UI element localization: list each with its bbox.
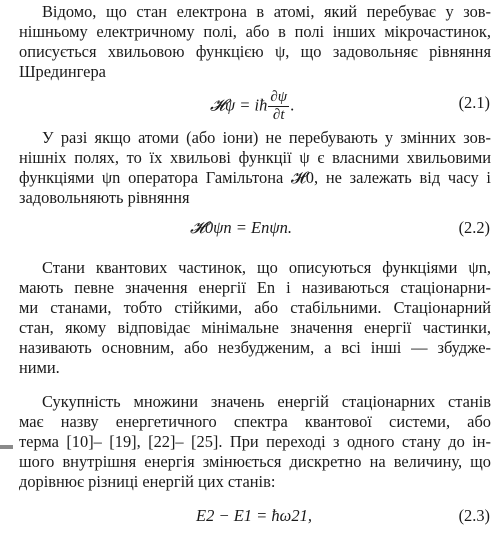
paragraph3-line5: називають основним, або незбудженим, а всі інші — збудже- <box>19 338 491 357</box>
paragraph2-line1: У разі якщо атоми (або іони) не перебувають у змінних зов- <box>42 128 491 147</box>
paragraph1-line3: описується хвильовою функцією ψ, що задовольняє рівняння <box>19 42 491 61</box>
eq1-fraction <box>268 90 289 123</box>
equation-number-2-3: (2.3) <box>458 506 490 525</box>
eq1-denominator: ∂t <box>272 107 285 123</box>
paragraph2-line4: задовольняють рівняння <box>19 188 190 207</box>
paragraph4-line5: дорівнює різниці енергій цих станів: <box>19 472 276 491</box>
paragraph1-line4: Шредингера <box>19 62 106 81</box>
eq1-numerator: ∂ψ <box>270 89 288 105</box>
equation-number-2-2: (2.2) <box>458 218 490 237</box>
paragraph2-line3: функціями ψn оператора Гамільтона 𝓗0, не залежать від часу і <box>19 168 491 187</box>
paragraph3-line6: ними. <box>19 358 60 377</box>
paragraph3-line2: мають певне значення енергії En і називаються стаціонарни- <box>19 278 491 297</box>
paragraph3-line3: ми станами, тобто стійкими, або стабільними. Стаціонарний <box>19 298 491 317</box>
paragraph3-line1: Стани квантових частинок, що описуються функціями ψn, <box>42 258 491 277</box>
paragraph2-line2: нішніх полях, то їх хвильові функції ψ є власними хвильовими <box>19 148 491 167</box>
margin-marker <box>0 445 13 449</box>
paragraph4-line1: Сукупність множини значень енергій стаціонарних станів <box>42 392 491 411</box>
paragraph4-line3: терма [10]– [19], [22]– [25]. При переході з одного стану до ін- <box>19 432 491 451</box>
equation-2-3: E2 − E1 = ħω21, <box>196 506 312 525</box>
equation-2-2: 𝓗0ψn = Enψn. <box>190 218 292 237</box>
paragraph1-line2: нішньому електричному полі, або в полі інших мікрочастинок, <box>19 22 491 41</box>
paragraph1-line1: Відомо, що стан електрона в атомі, який перебуває у зов- <box>42 2 491 21</box>
paragraph3-line4: стан, якому відповідає мінімальне значення енергії частинки, <box>19 318 491 337</box>
paragraph4-line4: шого внутрішня енергія змінюється дискретно на величину, що <box>19 452 491 471</box>
equation-number-2-1: (2.1) <box>458 93 490 112</box>
paragraph4-line2: має назву енергетичного спектра квантової системи, або <box>19 412 491 431</box>
eq1-tail: . <box>290 95 295 115</box>
eq1-lhs: 𝓗ψ = iħ <box>210 95 268 115</box>
equation-2-1 <box>210 90 294 123</box>
